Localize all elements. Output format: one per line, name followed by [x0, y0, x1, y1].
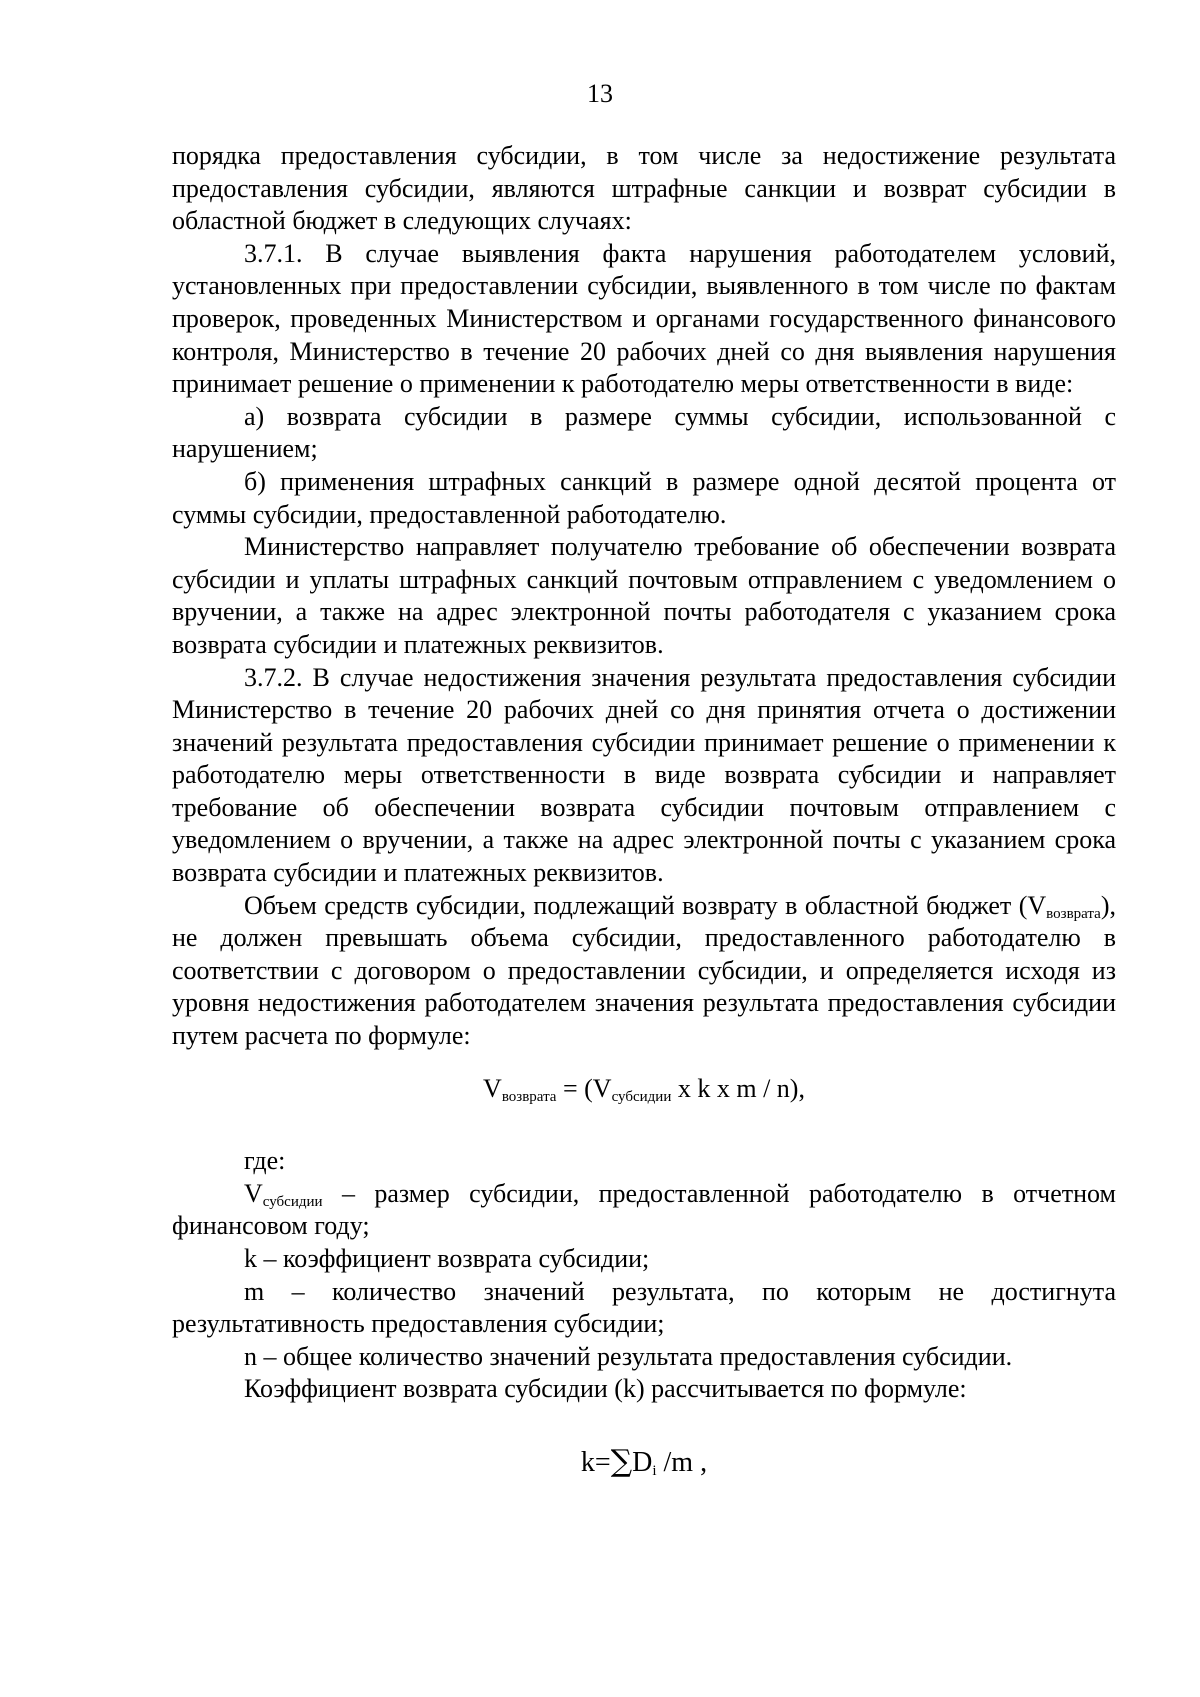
paragraph-item-b: б) применения штрафных санкций в размере одной десятой процента от суммы субсидии, предоставленной работодателю. [172, 466, 1116, 529]
definition-v-subsidy [172, 1178, 1116, 1243]
refund-subscript: возврата [1046, 905, 1101, 922]
paragraph-3-7-1: 3.7.1. В случае выявления факта нарушения работодателем условий, установленных при предоставлении субсидии, выявленного в том числе по фактам проверок, проведенных Министерством и органами государственного финансового контроля, Министерство в течение 20 рабочих дней со дня выявления нарушения принимает решение о применении к работодателю меры ответственности в виде: [172, 238, 1116, 399]
sigma-icon: ∑ [610, 1443, 633, 1479]
formula-refund-mid: = (V [556, 1073, 612, 1103]
definition-n: n – общее количество значений результата предоставления субсидии. [244, 1341, 1013, 1371]
definition-m: m – количество значений результата, по которым не достигнута результативность предоставления субсидии; [172, 1276, 1116, 1339]
definition-k: k – коэффициент возврата субсидии; [244, 1244, 650, 1273]
definition-v-symbol: V [244, 1178, 263, 1208]
refund-text-a: Объем средств субсидии, подлежащий возврату в областной бюджет (V [244, 890, 1047, 920]
formula-refund-rhs: x k x m / n), [671, 1073, 805, 1103]
definition-v-subscript: субсидии [262, 1193, 323, 1210]
formula-refund-lhs: V [483, 1073, 502, 1103]
definition-v-text: – размер субсидии, предоставленной работодателю в отчетном финансовом году; [172, 1178, 1116, 1241]
formula-coefficient-lhs: k= [580, 1446, 611, 1478]
formula-refund-mid-sub: субсидии [611, 1088, 672, 1105]
k-formula-intro: Коэффициент возврата субсидии (k) рассчитывается по формуле: [244, 1374, 967, 1404]
formula-coefficient-d: D [632, 1446, 653, 1478]
formula-coefficient [172, 1443, 1116, 1480]
where-label: где: [244, 1146, 286, 1176]
formula-refund-lhs-sub: возврата [501, 1088, 557, 1105]
page-number: 13 [587, 79, 613, 108]
paragraph-3-7-2: 3.7.2. В случае недостижения значения результата предоставления субсидии Министерство в течение 20 рабочих дней со дня принятия отчета о достижении значений результата предоставления субсидии принимает решение о применении к работодателю меры ответственности в виде возврата субсидии и направляет требование об обеспечении возврата субсидии почтовым отправлением с уведомлением о вручении, а также на адрес электронной почты с указанием срока возврата субсидии и платежных реквизитов. [172, 662, 1116, 888]
paragraph-intro: порядка предоставления субсидии, в том числе за недостижение результата предоставления субсидии, являются штрафные санкции и возврат субсидии в областной бюджет в следующих случаях: [172, 141, 1116, 236]
formula-coefficient-d-sub: i [652, 1462, 657, 1479]
refund-text-b: ), не должен превышать объема субсидии, предоставленного работодателю в соответствии с договором о предоставлении субсидии, и определяется исходя из уровня недостижения работодателем значения результата предоставления субсидии путем расчета по формуле: [172, 890, 1116, 1051]
formula-coefficient-rhs: /m , [656, 1446, 708, 1478]
paragraph-item-a: а) возврата субсидии в размере суммы субсидии, использованной с нарушением; [172, 401, 1116, 464]
document-body [172, 140, 1116, 1480]
formula-refund [172, 1073, 1116, 1106]
paragraph-refund-volume [172, 890, 1116, 1053]
paragraph-ministry-demand: Министерство направляет получателю требование об обеспечении возврата субсидии и уплаты штрафных санкций почтовым отправлением с уведомлением о вручении, а также на адрес электронной почты работодателя с указанием срока возврата субсидии и платежных реквизитов. [172, 532, 1116, 659]
